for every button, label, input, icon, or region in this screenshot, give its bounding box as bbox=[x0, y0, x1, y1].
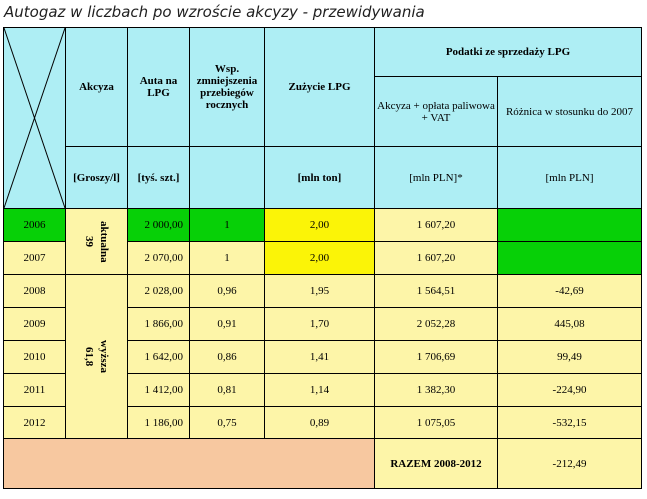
roznica-cell: -532,15 bbox=[498, 407, 642, 439]
auta-cell: 1 186,00 bbox=[128, 407, 190, 439]
year-cell: 2009 bbox=[4, 308, 66, 341]
roznica-cell: -42,69 bbox=[498, 275, 642, 308]
zuzycie-cell: 1,95 bbox=[265, 275, 375, 308]
unit-auta: [tyś. szt.] bbox=[128, 147, 190, 209]
zuzycie-cell: 2,00 bbox=[265, 209, 375, 242]
podatki-cell: 1 706,69 bbox=[375, 341, 498, 374]
total-value: -212,49 bbox=[498, 439, 642, 489]
total-filler bbox=[4, 439, 375, 489]
akcyza-higher-value: 61,8 bbox=[83, 346, 95, 367]
podatki-cell: 1 607,20 bbox=[375, 242, 498, 275]
header-auta: Auta na LPG bbox=[128, 28, 190, 147]
akcyza-current-label: aktualna bbox=[98, 220, 110, 263]
unit-akcyza: [Groszy/l] bbox=[66, 147, 128, 209]
year-cell: 2011 bbox=[4, 374, 66, 407]
wsp-cell: 0,91 bbox=[190, 308, 265, 341]
auta-cell: 2 028,00 bbox=[128, 275, 190, 308]
year-cell: 2007 bbox=[4, 242, 66, 275]
lpg-forecast-table bbox=[3, 27, 642, 489]
roznica-cell bbox=[498, 242, 642, 275]
auta-cell: 1 642,00 bbox=[128, 341, 190, 374]
table-row bbox=[4, 209, 642, 242]
total-label: RAZEM 2008-2012 bbox=[375, 439, 498, 489]
roznica-cell: 445,08 bbox=[498, 308, 642, 341]
auta-cell: 2 070,00 bbox=[128, 242, 190, 275]
akcyza-current-value: 39 bbox=[83, 235, 95, 247]
wsp-cell: 0,81 bbox=[190, 374, 265, 407]
akcyza-higher-label: wyższa bbox=[98, 340, 110, 373]
zuzycie-cell: 2,00 bbox=[265, 242, 375, 275]
wsp-cell: 0,86 bbox=[190, 341, 265, 374]
year-cell: 2010 bbox=[4, 341, 66, 374]
year-cell: 2012 bbox=[4, 407, 66, 439]
unit-akcyza-oplata: [mln PLN]* bbox=[375, 147, 498, 209]
auta-cell: 1 866,00 bbox=[128, 308, 190, 341]
zuzycie-cell: 1,14 bbox=[265, 374, 375, 407]
wsp-cell: 0,96 bbox=[190, 275, 265, 308]
wsp-cell: 1 bbox=[190, 209, 265, 242]
roznica-cell bbox=[498, 209, 642, 242]
akcyza-current-group bbox=[66, 209, 128, 275]
wsp-cell: 1 bbox=[190, 242, 265, 275]
unit-wsp bbox=[190, 147, 265, 209]
corner-cell bbox=[4, 28, 66, 209]
total-row bbox=[4, 439, 642, 489]
header-roznica: Różnica w stosunku do 2007 bbox=[498, 77, 642, 147]
header-akcyza-oplata: Akcyza + opłata paliwowa + VAT bbox=[375, 77, 498, 147]
header-akcyza: Akcyza bbox=[66, 28, 128, 147]
podatki-cell: 1 607,20 bbox=[375, 209, 498, 242]
unit-roznica: [mln PLN] bbox=[498, 147, 642, 209]
header-wsp: Wsp. zmniejszenia przebiegów rocznych bbox=[190, 28, 265, 147]
header-zuzycie: Zużycie LPG bbox=[265, 28, 375, 147]
diagonal-cross bbox=[4, 28, 65, 208]
wsp-cell: 0,75 bbox=[190, 407, 265, 439]
podatki-cell: 1 075,05 bbox=[375, 407, 498, 439]
auta-cell: 1 412,00 bbox=[128, 374, 190, 407]
podatki-cell: 2 052,28 bbox=[375, 308, 498, 341]
roznica-cell: -224,90 bbox=[498, 374, 642, 407]
table-row bbox=[4, 275, 642, 308]
zuzycie-cell: 0,89 bbox=[265, 407, 375, 439]
podatki-cell: 1 382,30 bbox=[375, 374, 498, 407]
header-podatki: Podatki ze sprzedaży LPG bbox=[375, 28, 642, 77]
zuzycie-cell: 1,70 bbox=[265, 308, 375, 341]
auta-cell: 2 000,00 bbox=[128, 209, 190, 242]
unit-zuzycie: [mln ton] bbox=[265, 147, 375, 209]
akcyza-higher-group bbox=[66, 275, 128, 439]
year-cell: 2008 bbox=[4, 275, 66, 308]
page-title: Autogaz w liczbach po wzroście akcyzy - przewidywania bbox=[4, 3, 425, 21]
roznica-cell: 99,49 bbox=[498, 341, 642, 374]
podatki-cell: 1 564,51 bbox=[375, 275, 498, 308]
zuzycie-cell: 1,41 bbox=[265, 341, 375, 374]
year-cell: 2006 bbox=[4, 209, 66, 242]
